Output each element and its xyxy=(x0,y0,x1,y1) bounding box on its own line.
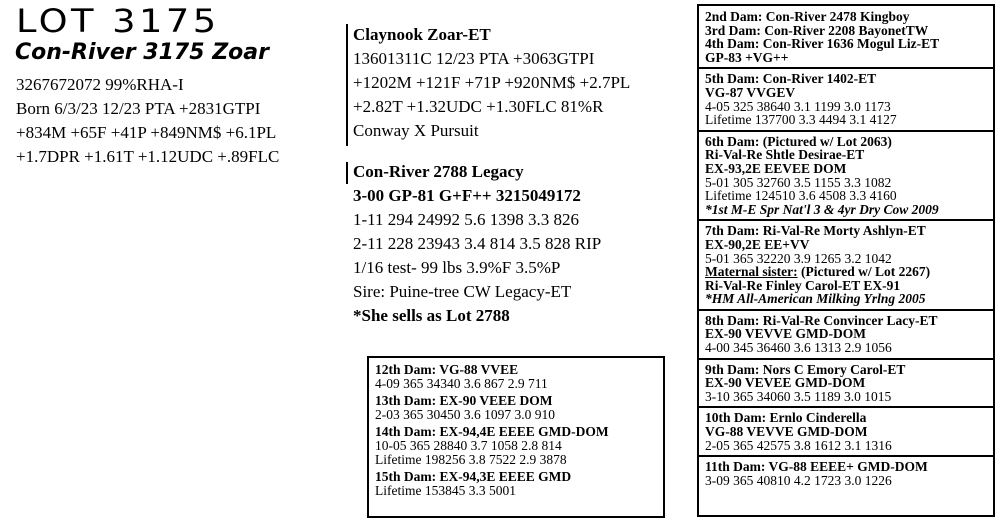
dam-note: *She sells as Lot 2788 xyxy=(353,306,510,325)
dam-heading: 15th Dam: EX-94,3E EEEE GMD xyxy=(375,469,572,485)
registration-line: 3267672072 99%RHA-I xyxy=(16,75,184,94)
dam-name: Con-River 2788 Legacy xyxy=(353,162,524,181)
dam-note: *1st M-E Spr Nat'l 3 & 4yr Dry Cow 2009 xyxy=(705,201,939,217)
dam-record-block xyxy=(705,363,993,404)
divider xyxy=(699,406,993,408)
dam-record-block xyxy=(705,411,993,452)
dam-record-line: 10-05 365 28840 3.7 1058 2.8 814 xyxy=(375,437,562,453)
divider xyxy=(699,219,993,221)
divider xyxy=(699,455,993,457)
dam-record-line: 2-05 365 42575 3.8 1612 3.1 1316 xyxy=(705,437,892,453)
type-line: +1.7DPR +1.61T +1.12UDC +.89FLC xyxy=(16,147,280,166)
divider xyxy=(699,358,993,360)
animal-name: Con-River 3175 Zoar xyxy=(15,40,269,65)
dam-record-block xyxy=(705,10,993,64)
dam-record-block xyxy=(705,224,993,306)
dam-classification: EX-90,2E EE+VV xyxy=(705,236,810,252)
dam-record-block xyxy=(375,470,659,497)
dam-heading: 3rd Dam: Con-River 2208 BayonetTW xyxy=(705,22,929,38)
dam-classification: EX-93,2E EEVEE DOM xyxy=(705,160,847,176)
maternal-sister-name: Ri-Val-Re Finley Carol-ET EX-91 xyxy=(705,277,901,293)
dam-record-block xyxy=(705,72,993,126)
dam-section xyxy=(353,160,601,328)
dam-divider xyxy=(346,162,348,184)
dam-sire: Sire: Puine-tree CW Legacy-ET xyxy=(353,282,572,301)
maternal-sister-note: (Pictured w/ Lot 2267) xyxy=(797,264,931,280)
dam-record-block xyxy=(375,425,659,466)
dam-record-block xyxy=(375,363,659,390)
dam-note: *HM All-American Milking Yrlng 2005 xyxy=(705,291,926,307)
dam-classification: EX-90 VEVEE GMD-DOM xyxy=(705,375,866,391)
dam-heading: 8th Dam: Ri-Val-Re Convincer Lacy-ET xyxy=(705,312,938,328)
dam-record-line: 3-10 365 34060 3.5 1189 3.0 1015 xyxy=(705,388,892,404)
dam-record-line: 4-09 365 34340 3.6 867 2.9 711 xyxy=(375,375,548,391)
sire-section xyxy=(353,23,630,143)
born-pta-line: Born 6/3/23 12/23 PTA +2831GTPI xyxy=(16,99,261,118)
dam-heading: 12th Dam: VG-88 VVEE xyxy=(375,362,519,377)
sire-pedigree: Conway X Pursuit xyxy=(353,121,479,140)
dam-classification: 3-00 GP-81 G+F++ 3215049172 xyxy=(353,186,581,205)
dam-record-line: Lifetime 137700 3.3 4494 3.1 4127 xyxy=(705,112,897,128)
dam-classification: VG-87 VVGEV xyxy=(705,84,796,100)
production-line: +834M +65F +41P +849NM$ +6.1PL xyxy=(16,123,277,142)
dam-record-line: 5-01 365 32220 3.9 1265 3.2 1042 xyxy=(705,250,892,266)
dam-record-line: 5-01 305 32760 3.5 1155 3.3 1082 xyxy=(705,174,892,190)
dam-record-line: 4-00 345 36460 3.6 1313 2.9 1056 xyxy=(705,340,892,356)
divider xyxy=(699,67,993,69)
dam-record-line: Lifetime 198256 3.8 7522 2.9 3878 xyxy=(375,451,567,467)
dam-record: 1-11 294 24992 5.6 1398 3.3 826 xyxy=(353,210,580,229)
dam-heading: 7th Dam: Ri-Val-Re Morty Ashlyn-ET xyxy=(705,223,926,239)
dam-record-block xyxy=(375,394,659,421)
dam-heading: 9th Dam: Nors C Emory Carol-ET xyxy=(705,361,906,377)
maternal-sister-label: Maternal sister: xyxy=(705,264,798,280)
dam-record-block xyxy=(705,135,993,217)
dam-heading: 14th Dam: EX-94,4E EEEE GMD-DOM xyxy=(375,424,609,440)
dam-record-block xyxy=(705,314,993,355)
animal-details xyxy=(16,73,279,169)
dam-record-line: 2-03 365 30450 3.6 1097 3.0 910 xyxy=(375,406,555,422)
dam-record-line: Lifetime 153845 3.3 5001 xyxy=(375,482,516,498)
divider xyxy=(699,309,993,311)
dam-heading: 4th Dam: Con-River 1636 Mogul Liz-ET xyxy=(705,36,940,52)
dam-heading: 11th Dam: VG-88 EEEE+ GMD-DOM xyxy=(705,459,928,475)
dam-heading: 10th Dam: Ernlo Cinderella xyxy=(705,410,867,426)
dam-heading: 5th Dam: Con-River 1402-ET xyxy=(705,71,877,87)
maternal-sister-heading xyxy=(705,265,993,279)
dam-record-line: 3-09 365 40810 4.2 1723 3.0 1226 xyxy=(705,472,892,488)
sire-divider xyxy=(346,24,348,146)
divider xyxy=(699,130,993,132)
ancestry-box-lower xyxy=(367,356,665,518)
dam-record-line: Lifetime 124510 3.6 4508 3.3 4160 xyxy=(705,188,897,204)
sire-line: +1202M +121F +71P +920NM$ +2.7PL xyxy=(353,73,631,92)
dam-classification: EX-90 VEVVE GMD-DOM xyxy=(705,326,866,342)
sire-line: +2.82T +1.32UDC +1.30FLC 81%R xyxy=(353,97,604,116)
dam-heading: 6th Dam: (Pictured w/ Lot 2063) xyxy=(705,133,892,149)
lot-title: LOT 3175 xyxy=(16,2,220,40)
sire-line: 13601311C 12/23 PTA +3063GTPI xyxy=(353,49,595,68)
dam-test: 1/16 test- 99 lbs 3.9%F 3.5%P xyxy=(353,258,561,277)
dam-record: 2-11 228 23943 3.4 814 3.5 828 RIP xyxy=(353,234,602,253)
dam-classification: VG-88 VEVVE GMD-DOM xyxy=(705,424,868,440)
sire-name: Claynook Zoar-ET xyxy=(353,25,491,44)
dam-classification: GP-83 +VG++ xyxy=(705,49,789,65)
dam-record-block xyxy=(705,460,993,487)
dam-name: Ri-Val-Re Shtle Desirae-ET xyxy=(705,147,865,163)
ancestry-box-right xyxy=(697,4,995,517)
dam-heading: 13th Dam: EX-90 VEEE DOM xyxy=(375,393,553,409)
dam-record-line: 4-05 325 38640 3.1 1199 3.0 1173 xyxy=(705,98,891,114)
dam-heading: 2nd Dam: Con-River 2478 Kingboy xyxy=(705,9,910,24)
